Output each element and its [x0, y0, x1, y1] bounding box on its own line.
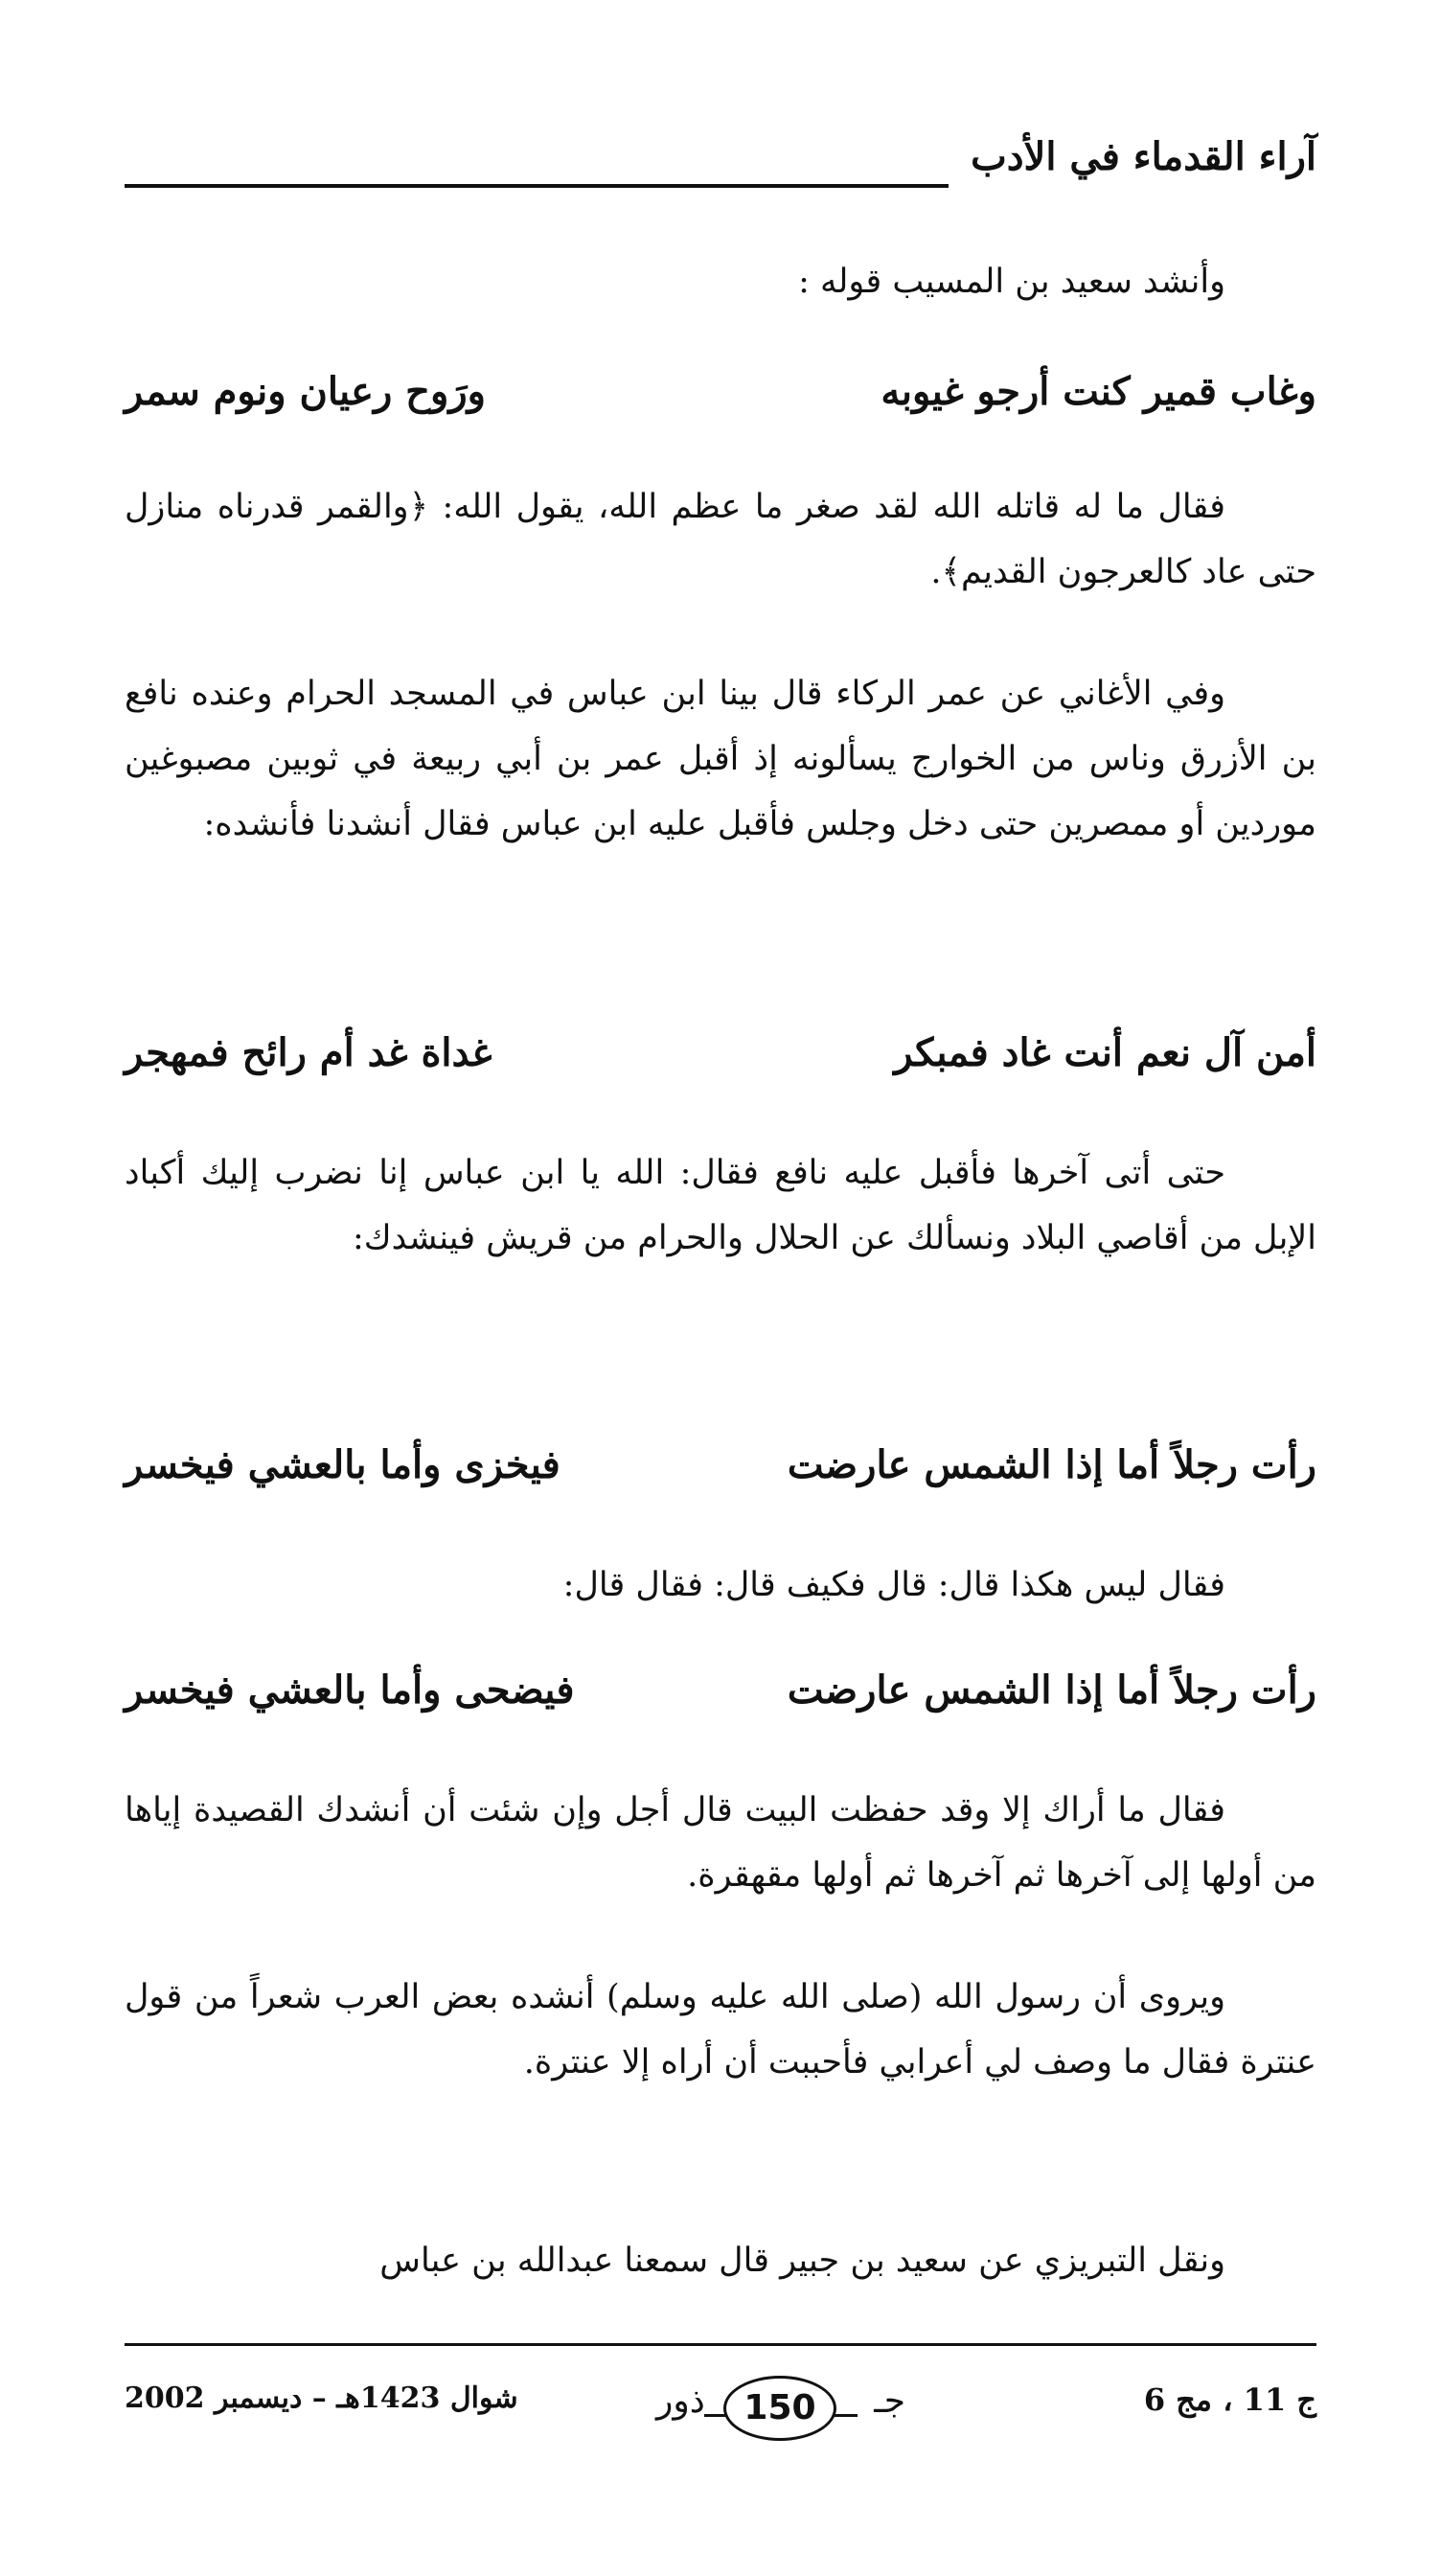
- running-title: آراء القدماء في الأدب: [971, 134, 1316, 179]
- footer-rule: [125, 2343, 1316, 2346]
- verse-4-second-hemistich: فيضحى وأما بالعشي فيخسر: [125, 1668, 575, 1713]
- verse-3: [125, 1442, 1316, 1500]
- connector-line: [704, 2414, 725, 2417]
- paragraph-7: ويروى أن رسول الله (صلى الله عليه وسلم) أنشده بعض العرب شعراً من قول عنترة فقال ما وصف لي أعرابي فأحببت أن أراه إلا عنترة.: [125, 1978, 1316, 2082]
- paragraph-1: وأنشد سعيد بن المسيب قوله :: [798, 263, 1225, 301]
- issue-date: شوال 1423هـ – ديسمبر 2002: [125, 2381, 518, 2415]
- page-number: 150: [723, 2376, 836, 2441]
- verse-2-second-hemistich: غداة غد أم رائح فمهجر: [125, 1030, 492, 1075]
- verse-1-second-hemistich: ورَوح رعيان ونوم سمر: [125, 369, 486, 414]
- header-rule: [125, 184, 949, 188]
- verse-4-first-hemistich: رأت رجلاً أما إذا الشمس عارضت: [787, 1668, 1316, 1713]
- paragraph-3: وفي الأغاني عن عمر الركاء قال بينا ابن عباس في المسجد الحرام وعنده نافع بن الأزرق وناس من الخوارج يسألونه إذ أقبل عمر بن أبي ربيعة في ثوبين مصبوغين موردين أو ممصرين حتى دخل وجلس فأقبل عليه ابن عباس فقال أنشدنا فأنشده:: [125, 675, 1316, 843]
- page-footer: [125, 2372, 1316, 2458]
- magazine-name-end: ذور: [656, 2381, 705, 2421]
- paragraph-2: فقال ما له قاتله الله لقد صغر ما عظم الله، يقول الله: ﴿والقمر قدرناه منازل حتى عاد كالعرجون القديم﴾.: [125, 488, 1316, 591]
- magazine-logo-page-number: [656, 2372, 905, 2449]
- connector-line: [833, 2414, 858, 2417]
- paragraph-8: ونقل التبريزي عن سعيد بن جبير قال سمعنا عبدالله بن عباس: [379, 2242, 1225, 2280]
- page: [125, 105, 1316, 2492]
- issue-volume: ج 11 ، مج 6: [1143, 2381, 1316, 2418]
- paragraph-5: فقال ليس هكذا قال: قال فكيف قال: فقال قال:: [562, 1566, 1225, 1604]
- page-header: [125, 134, 1316, 201]
- verse-1: [125, 369, 1316, 426]
- verse-4: [125, 1668, 1316, 1725]
- verse-3-first-hemistich: رأت رجلاً أما إذا الشمس عارضت: [787, 1442, 1316, 1487]
- paragraph-4: حتى أتى آخرها فأقبل عليه نافع فقال: الله يا ابن عباس إنا نضرب إليك أكباد الإبل من أقاصي البلاد ونسألك عن الحلال والحرام من قريش فينشدك:: [125, 1154, 1316, 1257]
- verse-2-first-hemistich: أمن آل نعم أنت غاد فمبكر: [894, 1030, 1316, 1075]
- verse-1-first-hemistich: وغاب قمير كنت أرجو غيوبه: [881, 369, 1316, 414]
- paragraph-6: فقال ما أراك إلا وقد حفظت البيت قال أجل وإن شئت أن أنشدك القصيدة إياها من أولها إلى آخرها ثم آخرها ثم أولها مقهقرة.: [125, 1791, 1316, 1895]
- verse-2: [125, 1030, 1316, 1088]
- magazine-name-start: جـ: [874, 2381, 905, 2421]
- verse-3-second-hemistich: فيخزى وأما بالعشي فيخسر: [125, 1442, 560, 1487]
